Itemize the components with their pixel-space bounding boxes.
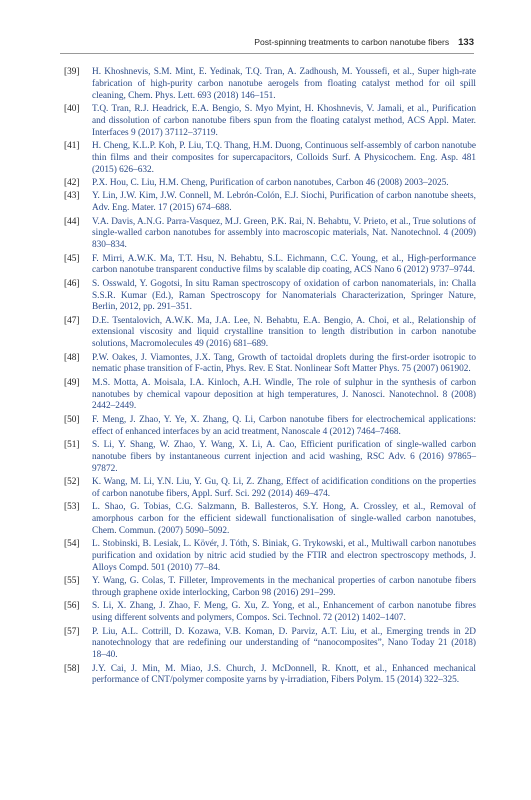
reference-text[interactable]: H. Khoshnevis, S.M. Mint, E. Yedinak, T.Q. Tran, A. Zadhoush, M. Youssefi, et al., Super high-rate fabrication of high-purity carbon nanotube aerogels from floating catalyst method for oil spill cleaning, Chem. Phys. Lett. 693 (2018) 146–151. bbox=[92, 67, 476, 101]
reference-number: [57] bbox=[64, 626, 80, 637]
reference-text[interactable]: S. Li, X. Zhang, J. Zhao, F. Meng, G. Xu, Z. Yong, et al., Enhancement of carbon nanotube fibres using different solvents and polymers, Compos. Sci. Technol. 72 (2012) 1402–1407. bbox=[92, 601, 476, 624]
reference-entry bbox=[64, 67, 476, 102]
reference-text[interactable]: L. Shao, G. Tobias, C.G. Salzmann, B. Ballesteros, S.Y. Hong, A. Crossley, et al., Removal of amorphous carbon for the efficient sidewall functionalisation of single-walled carbon nanotubes, Chem. Commun. (2007) 5090–5092. bbox=[92, 502, 476, 536]
reference-entry bbox=[64, 664, 476, 688]
reference-text[interactable]: D.E. Tsentalovich, A.W.K. Ma, J.A. Lee, N. Behabtu, E.A. Bengio, A. Choi, et al., Relationship of extensional viscosity and liquid crystalline transition to length distribution in carbon nanotube solutions, Macromolecules 49 (2016) 681–689. bbox=[92, 315, 476, 350]
reference-number: [51] bbox=[64, 440, 80, 451]
reference-entry bbox=[64, 601, 476, 625]
page-number: 133 bbox=[458, 37, 474, 48]
reference-text[interactable]: J.Y. Cai, J. Min, M. Miao, J.S. Church, J. McDonnell, R. Knott, et al., Enhanced mechanical performance of CNT/polymer composite yarns by γ-irradiation, Fibers Polym. 15 (2014) 322–325. bbox=[92, 663, 476, 686]
reference-number: [41] bbox=[64, 140, 80, 151]
reference-number: [44] bbox=[64, 216, 80, 227]
reference-text[interactable]: Y. Lin, J.W. Kim, J.W. Connell, M. Lebrón-Colón, E.J. Siochi, Purification of carbon nanotube sheets, Adv. Eng. Mater. 17 (2015) 674–688. bbox=[92, 191, 476, 214]
reference-number: [52] bbox=[64, 477, 80, 488]
reference-text[interactable]: F. Mirri, A.W.K. Ma, T.T. Hsu, N. Behabtu, S.L. Eichmann, C.C. Young, et al., High-performance carbon nanotube transparent conductive films by scalable dip coating, ACS Nano 6 (2012) 9737–9744. bbox=[92, 253, 476, 276]
reference-text[interactable]: M.S. Motta, A. Moisala, I.A. Kinloch, A.H. Windle, The role of sulphur in the synthesis of carbon nanotubes by chemical vapour deposition at high temperatures, J. Nanosci. Nanotechnol. 8 (2008) 2442–2449. bbox=[92, 377, 476, 412]
reference-entry bbox=[64, 627, 476, 662]
reference-number: [50] bbox=[64, 414, 80, 425]
reference-number: [46] bbox=[64, 278, 80, 289]
reference-text[interactable]: L. Stobinski, B. Lesiak, L. Kövér, J. Tóth, S. Biniak, G. Trykowski, et al., Multiwall carbon nanotubes purification and oxidation by nitric acid studied by the FTIR and electron spectroscopy methods, J. Alloys Compd. 501 (2010) 77–84. bbox=[92, 539, 476, 573]
reference-entry bbox=[64, 279, 476, 314]
reference-text[interactable]: P.W. Oakes, J. Viamontes, J.X. Tang, Growth of tactoidal droplets during the first-order isotropic to nematic phase transition of F-actin, Phys. Rev. E Stat. Nonlinear Soft Matter Phys. 75 (2007) 061902. bbox=[92, 352, 476, 375]
reference-text[interactable]: P. Liu, A.L. Cottrill, D. Kozawa, V.B. Koman, D. Parviz, A.T. Liu, et al., Emerging trends in 2D nanotechnology that are redefining our understanding of “nanocomposites”, Nano Today 21 (2018) 18–40. bbox=[92, 626, 476, 661]
reference-number: [53] bbox=[64, 502, 80, 513]
reference-entry bbox=[64, 316, 476, 351]
reference-entry bbox=[64, 254, 476, 278]
reference-entry bbox=[64, 539, 476, 574]
reference-entry bbox=[64, 178, 476, 190]
chapter-title: Post-spinning treatments to carbon nanotube fibers bbox=[254, 37, 450, 47]
reference-entry bbox=[64, 141, 476, 176]
reference-text[interactable]: V.A. Davis, A.N.G. Parra-Vasquez, M.J. Green, P.K. Rai, N. Behabtu, V. Prieto, et al., True solutions of single-walled carbon nanotubes for assembly into macroscopic materials, Nat. Nanotechnol. 4 (2009) 830–834. bbox=[92, 216, 476, 251]
reference-text[interactable]: P.X. Hou, C. Liu, H.M. Cheng, Purification of carbon nanotubes, Carbon 46 (2008) 2003–2025. bbox=[92, 177, 449, 188]
reference-number: [47] bbox=[64, 315, 80, 326]
reference-number: [43] bbox=[64, 191, 80, 202]
reference-text[interactable]: H. Cheng, K.L.P. Koh, P. Liu, T.Q. Thang, H.M. Duong, Continuous self-assembly of carbon nanotube thin films and their composites for supercapacitors, Colloids Surf. A Physicochem. Eng. Asp. 481 (2015) 626–632. bbox=[92, 140, 476, 175]
reference-entry bbox=[64, 191, 476, 215]
reference-entry bbox=[64, 502, 476, 537]
reference-text[interactable]: K. Wang, M. Li, Y.N. Liu, Y. Gu, Q. Li, Z. Zhang, Effect of acidification conditions on the properties of carbon nanotube fibers, Appl. Surf. Sci. 292 (2014) 469–474. bbox=[92, 477, 476, 499]
reference-entry bbox=[64, 440, 476, 475]
reference-list bbox=[64, 67, 476, 689]
reference-entry bbox=[64, 217, 476, 252]
reference-text[interactable]: S. Li, Y. Shang, W. Zhao, Y. Wang, X. Li, A. Cao, Efficient purification of single-walled carbon nanotube fibers by instantaneous current injection and acid washing, RSC Adv. 6 (2016) 97865–97872. bbox=[92, 440, 476, 474]
header-rule bbox=[60, 53, 474, 54]
reference-entry bbox=[64, 378, 476, 413]
reference-number: [55] bbox=[64, 576, 80, 587]
reference-text[interactable]: T.Q. Tran, R.J. Headrick, E.A. Bengio, S. Myo Myint, H. Khoshnevis, V. Jamali, et al., Purification and dissolution of carbon nanotube fibers spun from the floating catalyst method, ACS Appl. Mater. Interfaces 9 (2017) 37112–37119. bbox=[92, 103, 476, 138]
reference-entry bbox=[64, 415, 476, 439]
reference-number: [56] bbox=[64, 601, 80, 612]
running-header bbox=[60, 37, 474, 53]
reference-number: [39] bbox=[64, 67, 80, 77]
reference-number: [58] bbox=[64, 663, 80, 674]
reference-entry bbox=[64, 104, 476, 139]
reference-entry bbox=[64, 477, 476, 501]
reference-number: [42] bbox=[64, 177, 80, 188]
reference-text[interactable]: F. Meng, J. Zhao, Y. Ye, X. Zhang, Q. Li, Carbon nanotube fibers for electrochemical applications: effect of enhanced interfaces by an acid treatment, Nanoscale 4 (2012) 7464–7468. bbox=[92, 414, 476, 437]
reference-text[interactable]: S. Osswald, Y. Gogotsi, In situ Raman spectroscopy of oxidation of carbon nanomaterials, in: Challa S.S.R. Kumar (Ed.), Raman Spectroscopy for Nanomaterials Characterization, Springer Nature, Berlin, 2012, pp. 291–351. bbox=[92, 278, 476, 313]
reference-number: [49] bbox=[64, 377, 80, 388]
reference-number: [54] bbox=[64, 539, 80, 550]
reference-entry bbox=[64, 576, 476, 600]
reference-number: [48] bbox=[64, 352, 80, 363]
reference-entry bbox=[64, 353, 476, 377]
reference-number: [45] bbox=[64, 253, 80, 264]
reference-number: [40] bbox=[64, 103, 80, 114]
reference-text[interactable]: Y. Wang, G. Colas, T. Filleter, Improvements in the mechanical properties of carbon nanotube fibers through graphene oxide interlocking, Carbon 98 (2016) 291–299. bbox=[92, 576, 476, 598]
